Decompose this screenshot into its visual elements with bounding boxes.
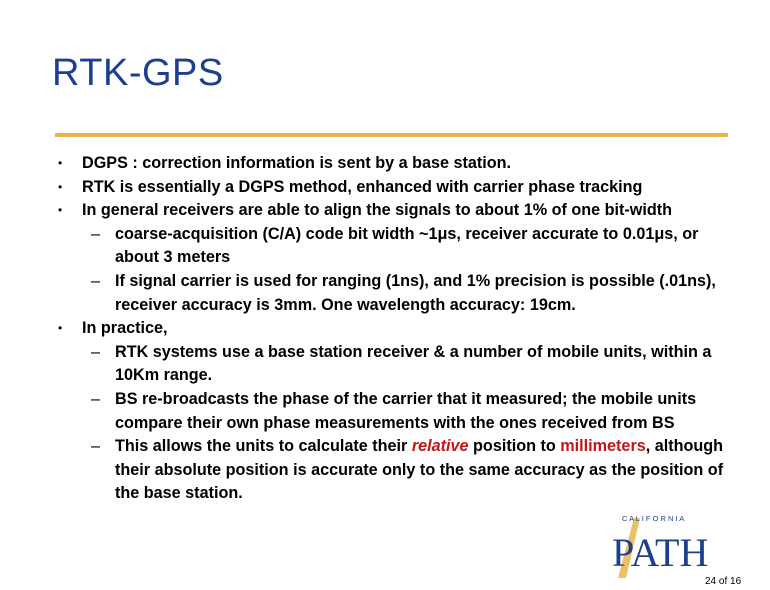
sub-bullet-3-1: [58, 223, 738, 270]
sub-bullet-dash: –: [91, 437, 101, 456]
bullet-2-text: RTK is essentially a DGPS method, enhanced with carrier phase tracking: [82, 177, 643, 196]
page-number: 24 of 16: [705, 576, 742, 587]
sub-bullet-dash: –: [91, 224, 101, 243]
sub-bullet-3-2: [58, 270, 738, 317]
sub-bullet-4-3: [58, 435, 738, 506]
bullet-dot: •: [58, 156, 63, 170]
emphasis-relative: relative: [411, 437, 469, 456]
slide-body: [58, 152, 738, 506]
slide-title: RTK-GPS: [52, 52, 224, 94]
sub-bullet-dash: –: [91, 389, 101, 408]
sub-bullet-4-1: [58, 341, 738, 388]
bullet-2: [58, 176, 738, 200]
emphasis-millimeters: millimeters: [560, 437, 646, 456]
bullet-1: [58, 152, 738, 176]
sub-bullet-4-3-text-a: This allows the units to calculate their: [115, 437, 412, 456]
california-path-logo: [604, 508, 724, 580]
sub-bullet-dash: –: [91, 342, 101, 361]
logo-top-text: C A L I F O R N I A: [622, 514, 685, 523]
bullet-dot: •: [58, 321, 63, 336]
sub-bullet-dash: –: [91, 271, 101, 290]
sub-bullet-3-1-text: coarse-acquisition (C/A) code bit width ~1μs, receiver accurate to 0.01μs, or about 3 meters: [115, 224, 699, 267]
bullet-1-text: DGPS : correction information is sent by a base station.: [82, 154, 512, 172]
sub-bullet-4-2: [58, 388, 738, 435]
logo-word: PATH: [612, 530, 709, 575]
bullet-3-text: In general receivers are able to align the signals to about 1% of one bit-width: [82, 201, 673, 220]
bullet-4: [58, 317, 738, 341]
title-divider: [55, 133, 728, 137]
bullet-4-text: In practice,: [82, 319, 168, 338]
bullet-3: [58, 199, 738, 223]
sub-bullet-4-2-text: BS re-broadcasts the phase of the carrier that it measured; the mobile units compare their own phase measurements with the ones received from BS: [115, 389, 697, 432]
bullet-dot: •: [58, 203, 63, 218]
sub-bullet-4-3-text-b: position to: [468, 437, 561, 456]
sub-bullet-4-3-text-c: , although their absolute position is accurate only to the same accuracy as the position of the base station.: [115, 437, 724, 503]
sub-bullet-4-1-text: RTK systems use a base station receiver & a number of mobile units, within a 10Km range.: [115, 342, 712, 385]
sub-bullet-3-2-text: If signal carrier is used for ranging (1ns), and 1% precision is possible (.01ns), receiver accuracy is 3mm. One wavelength accuracy: 19cm.: [115, 271, 716, 314]
bullet-dot: •: [58, 179, 63, 194]
